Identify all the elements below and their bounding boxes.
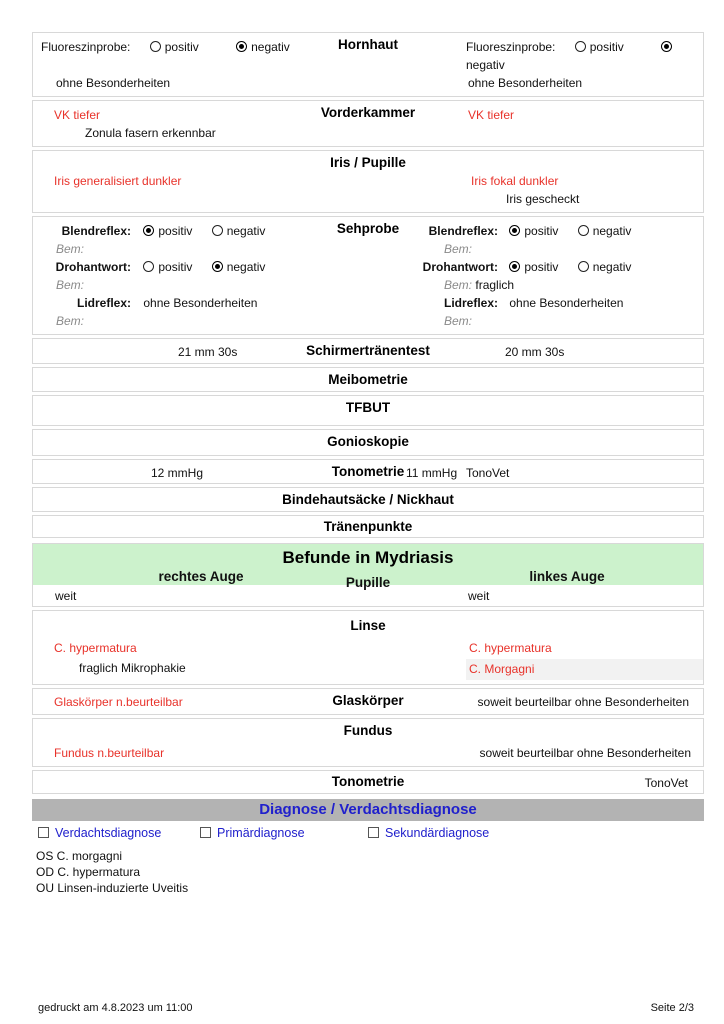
right-eye-column-header: rechtes Auge xyxy=(158,569,244,584)
exam-form xyxy=(32,32,704,896)
mydriasis-banner-title: Befunde in Mydriasis xyxy=(282,548,454,567)
bindehaut-title: Bindehautsäcke / Nickhaut xyxy=(282,492,454,507)
glaskoerper-finding-left: Glaskörper n.beurteilbar xyxy=(54,695,183,709)
lidreflex-bem-label-right: Bem: xyxy=(444,314,473,328)
section-gonioskopie xyxy=(32,429,704,456)
lidreflex-value-right: ohne Besonderheiten xyxy=(509,296,624,310)
hornhaut-note-left: ohne Besonderheiten xyxy=(56,76,171,90)
pupille-value-right: weit xyxy=(468,589,490,603)
blendreflex-positiv-label-right: positiv xyxy=(524,224,559,238)
drohantwort-negativ-label-right: negativ xyxy=(592,260,632,274)
iris-finding-right: Iris fokal dunkler xyxy=(471,174,559,188)
fluoreszin-negativ-label-right: negativ xyxy=(466,58,505,72)
vorderkammer-note-left: Zonula fasern erkennbar xyxy=(85,126,216,140)
tfbut-title: TFBUT xyxy=(345,400,391,415)
schirmer-value-left: 21 mm 30s xyxy=(178,345,238,359)
fundus-finding-left: Fundus n.beurteilbar xyxy=(54,746,165,760)
section-traenenpunkte xyxy=(32,515,704,538)
fluoreszin-positiv-label-left: positiv xyxy=(164,40,199,54)
blendreflex-negativ-radio-left[interactable] xyxy=(212,225,223,236)
hornhaut-note-right: ohne Besonderheiten xyxy=(468,76,583,90)
diagnosis-line-1: OS C. morgagni xyxy=(36,849,123,863)
drohantwort-bem-value-right: fraglich xyxy=(475,278,515,292)
glaskoerper-title: Glaskörper xyxy=(332,693,404,708)
schirmer-value-right: 20 mm 30s xyxy=(505,345,565,359)
schirmer-title: Schirmertränentest xyxy=(306,343,430,358)
printed-timestamp: gedruckt am 4.8.2023 um 11:00 xyxy=(38,1002,193,1014)
fluoreszin-label-left: Fluoreszinprobe: xyxy=(41,40,131,54)
vorderkammer-finding-right: VK tiefer xyxy=(468,108,515,122)
section-meibometrie xyxy=(32,367,704,392)
tonometrie-title: Tonometrie xyxy=(331,464,405,479)
fluoreszin-label-right: Fluoreszinprobe: xyxy=(466,40,556,54)
section-fundus xyxy=(32,718,704,767)
lidreflex-bem-label-left: Bem: xyxy=(56,314,85,328)
linse-finding-right: C. hypermatura xyxy=(469,641,552,655)
primaerdiagnose-option xyxy=(200,826,305,840)
lidreflex-label-left: Lidreflex: xyxy=(76,296,131,310)
sekundaerdiagnose-label: Sekundärdiagnose xyxy=(385,826,490,840)
left-eye-column-header: linkes Auge xyxy=(529,569,605,584)
verdachtsdiagnose-checkbox[interactable] xyxy=(38,827,49,838)
verdachtsdiagnose-label: Verdachtsdiagnose xyxy=(55,826,162,840)
linse-title: Linse xyxy=(350,618,386,633)
section-sehprobe xyxy=(32,216,704,335)
blendreflex-negativ-label-right: negativ xyxy=(592,224,632,238)
lidreflex-label-right: Lidreflex: xyxy=(443,296,498,310)
blendreflex-bem-label-right: Bem: xyxy=(444,242,473,256)
tonometrie-device: TonoVet xyxy=(466,466,510,480)
tonometrie2-title: Tonometrie xyxy=(331,774,405,789)
glaskoerper-value-right: soweit beurteilbar ohne Besonderheiten xyxy=(477,695,689,709)
iris-title: Iris / Pupille xyxy=(330,155,406,170)
traenenpunkte-title: Tränenpunkte xyxy=(323,519,413,534)
section-tonometrie xyxy=(32,459,704,484)
drohantwort-line xyxy=(33,258,703,276)
drohantwort-label-right: Drohantwort: xyxy=(422,260,498,274)
section-vorderkammer xyxy=(32,100,704,147)
diagnose-banner: Diagnose / Verdachtsdiagnose xyxy=(32,799,704,821)
section-tfbut xyxy=(32,395,704,426)
fluoreszin-positiv-label-right: positiv xyxy=(589,40,624,54)
section-bindehaut xyxy=(32,487,704,512)
drohantwort-positiv-radio-left[interactable] xyxy=(143,261,154,272)
section-mydriasis xyxy=(32,543,704,607)
diagnose-checkbox-row xyxy=(32,824,704,846)
iris-finding-left: Iris generalisiert dunkler xyxy=(54,174,182,188)
hornhaut-title: Hornhaut xyxy=(338,37,398,52)
vorderkammer-title: Vorderkammer xyxy=(320,105,416,120)
pupille-value-left: weit xyxy=(55,589,77,603)
linse-note-left: fraglich Mikrophakie xyxy=(79,661,186,675)
drohantwort-positiv-radio-right[interactable] xyxy=(509,261,520,272)
hornhaut-line2 xyxy=(33,74,703,92)
drohantwort-bem-label-left: Bem: xyxy=(56,278,85,292)
drohantwort-positiv-label-right: positiv xyxy=(524,260,559,274)
tonometrie-value-right: 11 mmHg xyxy=(406,466,458,480)
drohantwort-positiv-label-left: positiv xyxy=(158,260,193,274)
tonometrie2-device: TonoVet xyxy=(644,776,688,790)
sehprobe-title: Sehprobe xyxy=(336,221,400,236)
section-iris-pupille xyxy=(32,150,704,213)
blendreflex-negativ-radio-right[interactable] xyxy=(578,225,589,236)
drohantwort-negativ-radio-right[interactable] xyxy=(578,261,589,272)
section-tonometrie-mydriasis xyxy=(32,770,704,794)
drohantwort-label-left: Drohantwort: xyxy=(55,260,131,274)
primaerdiagnose-label: Primärdiagnose xyxy=(217,826,305,840)
pupille-title: Pupille xyxy=(345,575,391,590)
blendreflex-label-left: Blendreflex: xyxy=(61,224,131,238)
sekundaerdiagnose-checkbox[interactable] xyxy=(368,827,379,838)
blendreflex-label-right: Blendreflex: xyxy=(428,224,498,238)
section-schirmer xyxy=(32,338,704,364)
tonometrie-value-left: 12 mmHg xyxy=(151,466,204,480)
gonioskopie-title: Gonioskopie xyxy=(327,434,409,449)
lidreflex-value-left: ohne Besonderheiten xyxy=(143,296,258,310)
iris-note-right: Iris gescheckt xyxy=(506,192,580,206)
section-hornhaut xyxy=(32,32,704,97)
drohantwort-negativ-radio-left[interactable] xyxy=(212,261,223,272)
drohantwort-bem-label-right: Bem: xyxy=(444,278,473,292)
blendreflex-negativ-label-left: negativ xyxy=(226,224,266,238)
page-number: Seite 2/3 xyxy=(650,1002,694,1014)
fluoreszin-negativ-label-left: negativ xyxy=(251,40,290,54)
blendreflex-positiv-label-left: positiv xyxy=(158,224,193,238)
diagnosis-line-2: OD C. hypermatura xyxy=(36,865,141,879)
fluoreszin-positiv-radio-left[interactable] xyxy=(150,41,161,52)
fundus-title: Fundus xyxy=(343,723,393,738)
vorderkammer-finding-left: VK tiefer xyxy=(54,108,101,122)
linse-finding2-right: C. Morgagni xyxy=(466,659,703,680)
section-glaskoerper xyxy=(32,688,704,715)
sekundaerdiagnose-option xyxy=(368,826,489,840)
primaerdiagnose-checkbox[interactable] xyxy=(200,827,211,838)
blendreflex-bem-label-left: Bem: xyxy=(56,242,85,256)
fluoreszin-positiv-radio-right[interactable] xyxy=(575,41,586,52)
meibometrie-title: Meibometrie xyxy=(328,372,408,387)
section-linse xyxy=(32,610,704,685)
page-footer xyxy=(38,1002,694,1014)
diagnosis-text xyxy=(32,848,704,896)
fundus-value-right: soweit beurteilbar ohne Besonderheiten xyxy=(479,746,691,760)
lidreflex-line xyxy=(33,294,703,312)
mydriasis-banner-area xyxy=(33,544,703,590)
verdachtsdiagnose-option xyxy=(38,826,161,840)
diagnosis-line-3: OU Linsen-induzierte Uveitis xyxy=(36,881,189,895)
linse-finding-left: C. hypermatura xyxy=(54,641,137,655)
drohantwort-negativ-label-left: negativ xyxy=(226,260,266,274)
